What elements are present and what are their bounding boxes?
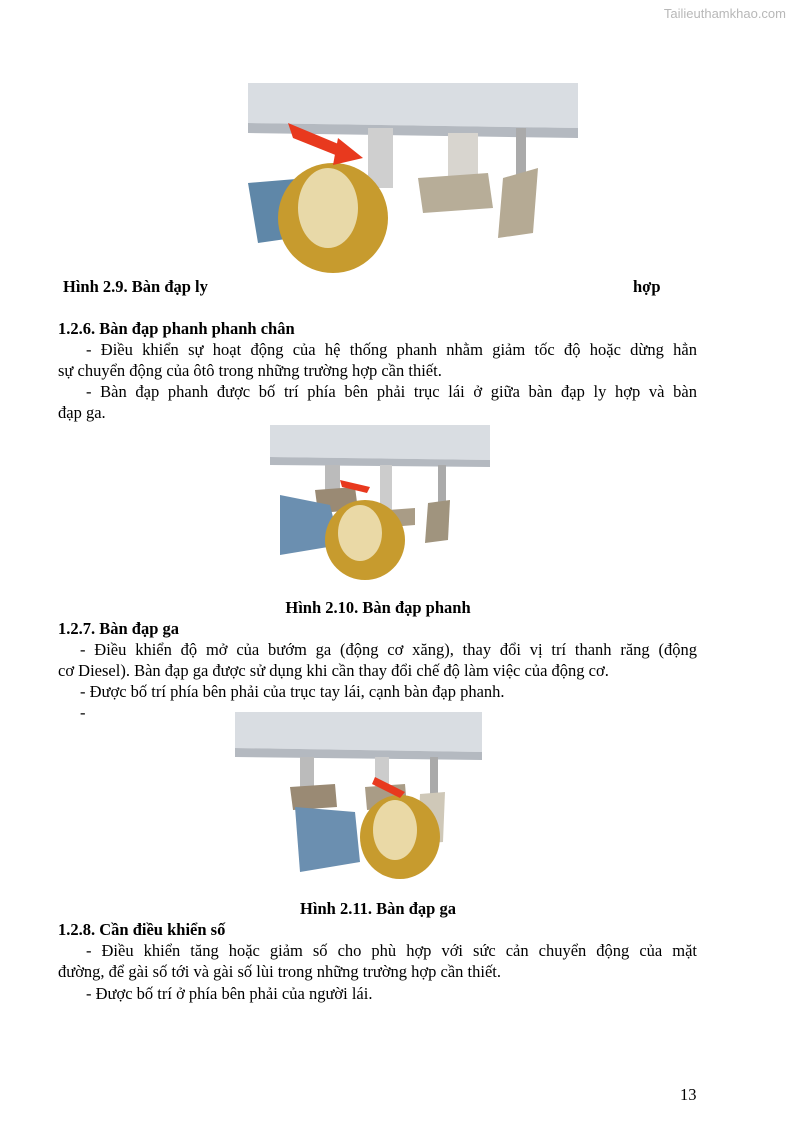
- figure-clutch-pedal-image: [248, 83, 578, 278]
- section-heading: 1.2.7. Bàn đạp ga: [58, 619, 180, 638]
- paragraph-line: - Được bố trí ở phía bên phải của người lái.: [86, 984, 373, 1003]
- paragraph-line: cơ Diesel). Bàn đạp ga được sử dụng khi cần thay đổi chế độ làm việc của động cơ.: [58, 661, 609, 680]
- paragraph-line: - Bàn đạp phanh được bố trí phía bên phải trục lái ở giữa bàn đạp ly hợp và bàn: [86, 382, 697, 401]
- paragraph-line: đường, để gài số tới và gài số lùi trong những trường hợp cần thiết.: [58, 962, 502, 981]
- paragraph-line: - Điều khiển tăng hoặc giảm số cho phù hợp với sức cản chuyển động của mặt: [86, 941, 697, 960]
- figure-brake-pedal-image: [270, 425, 490, 580]
- paragraph-line: đạp ga.: [58, 403, 106, 422]
- paragraph-line: sự chuyển động của ôtô trong những trường hợp cần thiết.: [58, 361, 442, 380]
- figure-accelerator-pedal-image: [235, 712, 482, 885]
- figure-caption: Hình 2.10. Bàn đạp phanh: [285, 598, 471, 617]
- section-heading: 1.2.6. Bàn đạp phanh phanh chân: [58, 319, 295, 338]
- paragraph-line: - Điều khiển sự hoạt động của hệ thống phanh nhằm giảm tốc độ hoặc dừng hẳn: [86, 340, 697, 359]
- figure-caption: Hình 2.9. Bàn đạp ly: [63, 277, 208, 296]
- paragraph-line: -: [80, 703, 86, 722]
- watermark: Tailieuthamkhao.com: [663, 6, 786, 21]
- paragraph-line: - Điều khiển độ mở của bướm ga (động cơ xăng), thay đổi vị trí thanh răng (động: [80, 640, 697, 659]
- section-heading: 1.2.8. Cần điều khiển số: [58, 920, 226, 939]
- figure-caption: Hình 2.11. Bàn đạp ga: [300, 899, 456, 918]
- paragraph-line: - Được bố trí phía bên phải của trục tay lái, cạnh bàn đạp phanh.: [80, 682, 505, 701]
- page-number: 13: [680, 1085, 697, 1104]
- figure-caption-continuation: hợp: [633, 277, 661, 296]
